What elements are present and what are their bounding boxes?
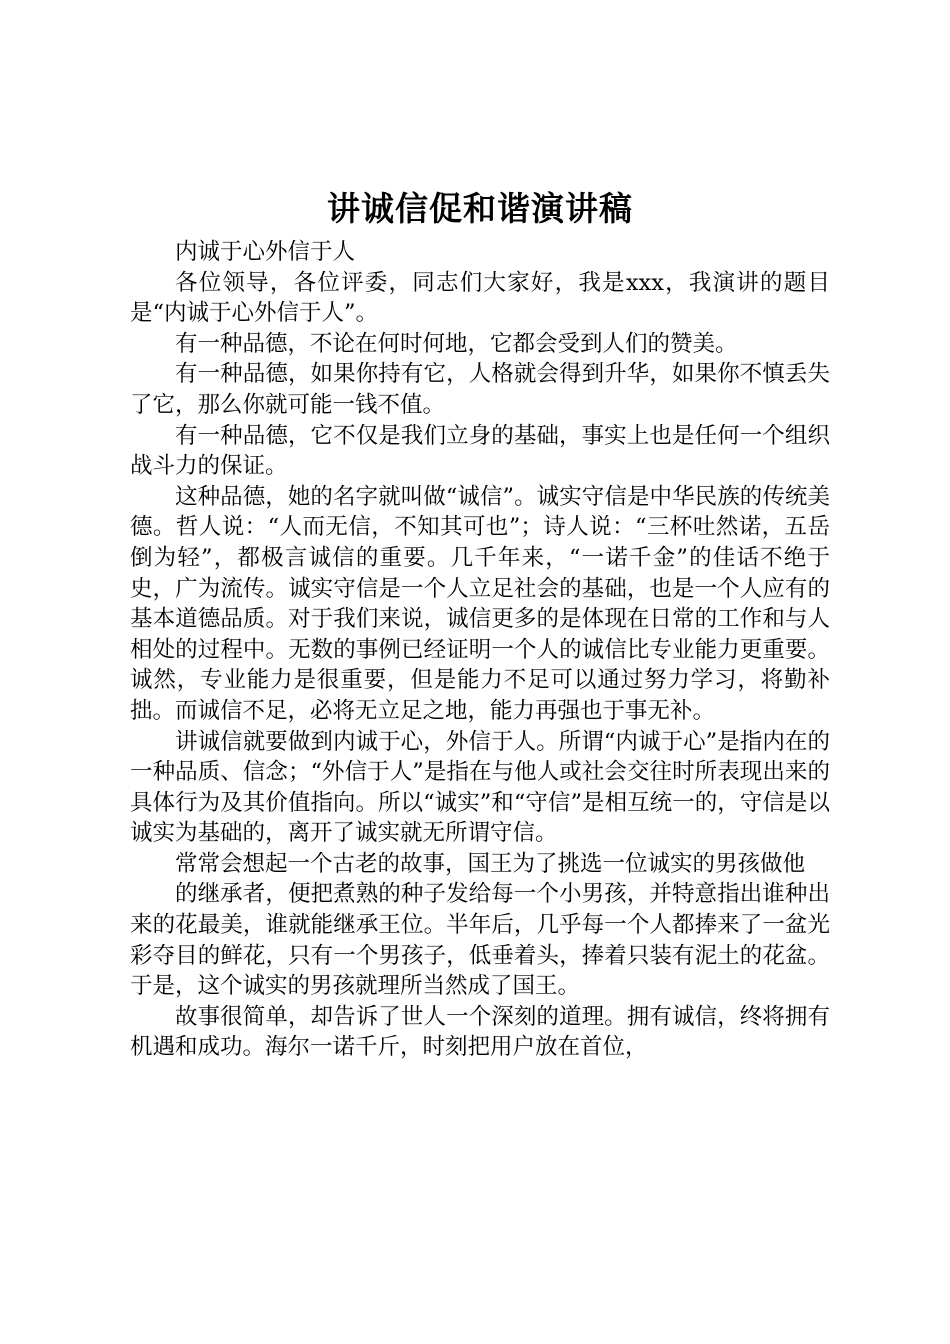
paragraph: 的继承者，便把煮熟的种子发给每一个小男孩，并特意指出谁种出来的花最美，谁就能继承王位。半年后，几乎每一个人都捧来了一盆光彩夺目的鲜花，只有一个男孩子，低垂着头，捧着只装有泥土的花盆。于是，这个诚实的男孩就理所当然成了国王。: [130, 881, 830, 1000]
paragraph: 这种品德，她的名字就叫做“诚信”。诚实守信是中华民族的传统美德。哲人说：“人而无信，不知其可也”；诗人说：“三杯吐然诺，五岳倒为轻”，都极言诚信的重要。几千年来，“一诺千金”的佳话不绝于史，广为流传。诚实守信是一个人立足社会的基础，也是一个人应有的基本道德品质。对于我们来说，诚信更多的是体现在日常的工作和与人相处的过程中。无数的事例已经证明一个人的诚信比专业能力更重要。诚然，专业能力是很重要，但是能力不足可以通过努力学习，将勤补拙。而诚信不足，必将无立足之地，能力再强也于事无补。: [130, 483, 830, 724]
paragraph: 各位领导，各位评委，同志们大家好，我是xxx，我演讲的题目是“内诚于心外信于人”。: [130, 269, 830, 327]
document-title: 讲诚信促和谐演讲稿: [327, 189, 633, 228]
paragraph: 常常会想起一个古老的故事，国王为了挑选一位诚实的男孩做他: [175, 850, 806, 877]
paragraph: 有一种品德，如果你持有它，人格就会得到升华，如果你不慎丢失了它，那么你就可能一钱不值。: [130, 361, 830, 418]
document-body: [130, 237, 830, 1063]
paragraph: 故事很简单，却告诉了世人一个深刻的道理。拥有诚信，终将拥有机遇和成功。海尔一诺千斤，时刻把用户放在首位，: [130, 1003, 830, 1061]
paragraph: 讲诚信就要做到内诚于心，外信于人。所谓“内诚于心”是指内在的一种品质、信念；“外信于人”是指在与他人或社会交往时所表现出来的具体行为及其价值指向。所以“诚实”和“守信”是相互统一的，守信是以诚实为基础的，离开了诚实就无所谓守信。: [130, 728, 830, 847]
document-page: [130, 185, 830, 1063]
paragraph: 内诚于心外信于人: [175, 239, 356, 265]
paragraph: 有一种品德，不论在何时何地，它都会受到人们的赞美。: [175, 330, 738, 357]
paragraph: 有一种品德，它不仅是我们立身的基础，事实上也是任何一个组织战斗力的保证。: [130, 422, 830, 480]
